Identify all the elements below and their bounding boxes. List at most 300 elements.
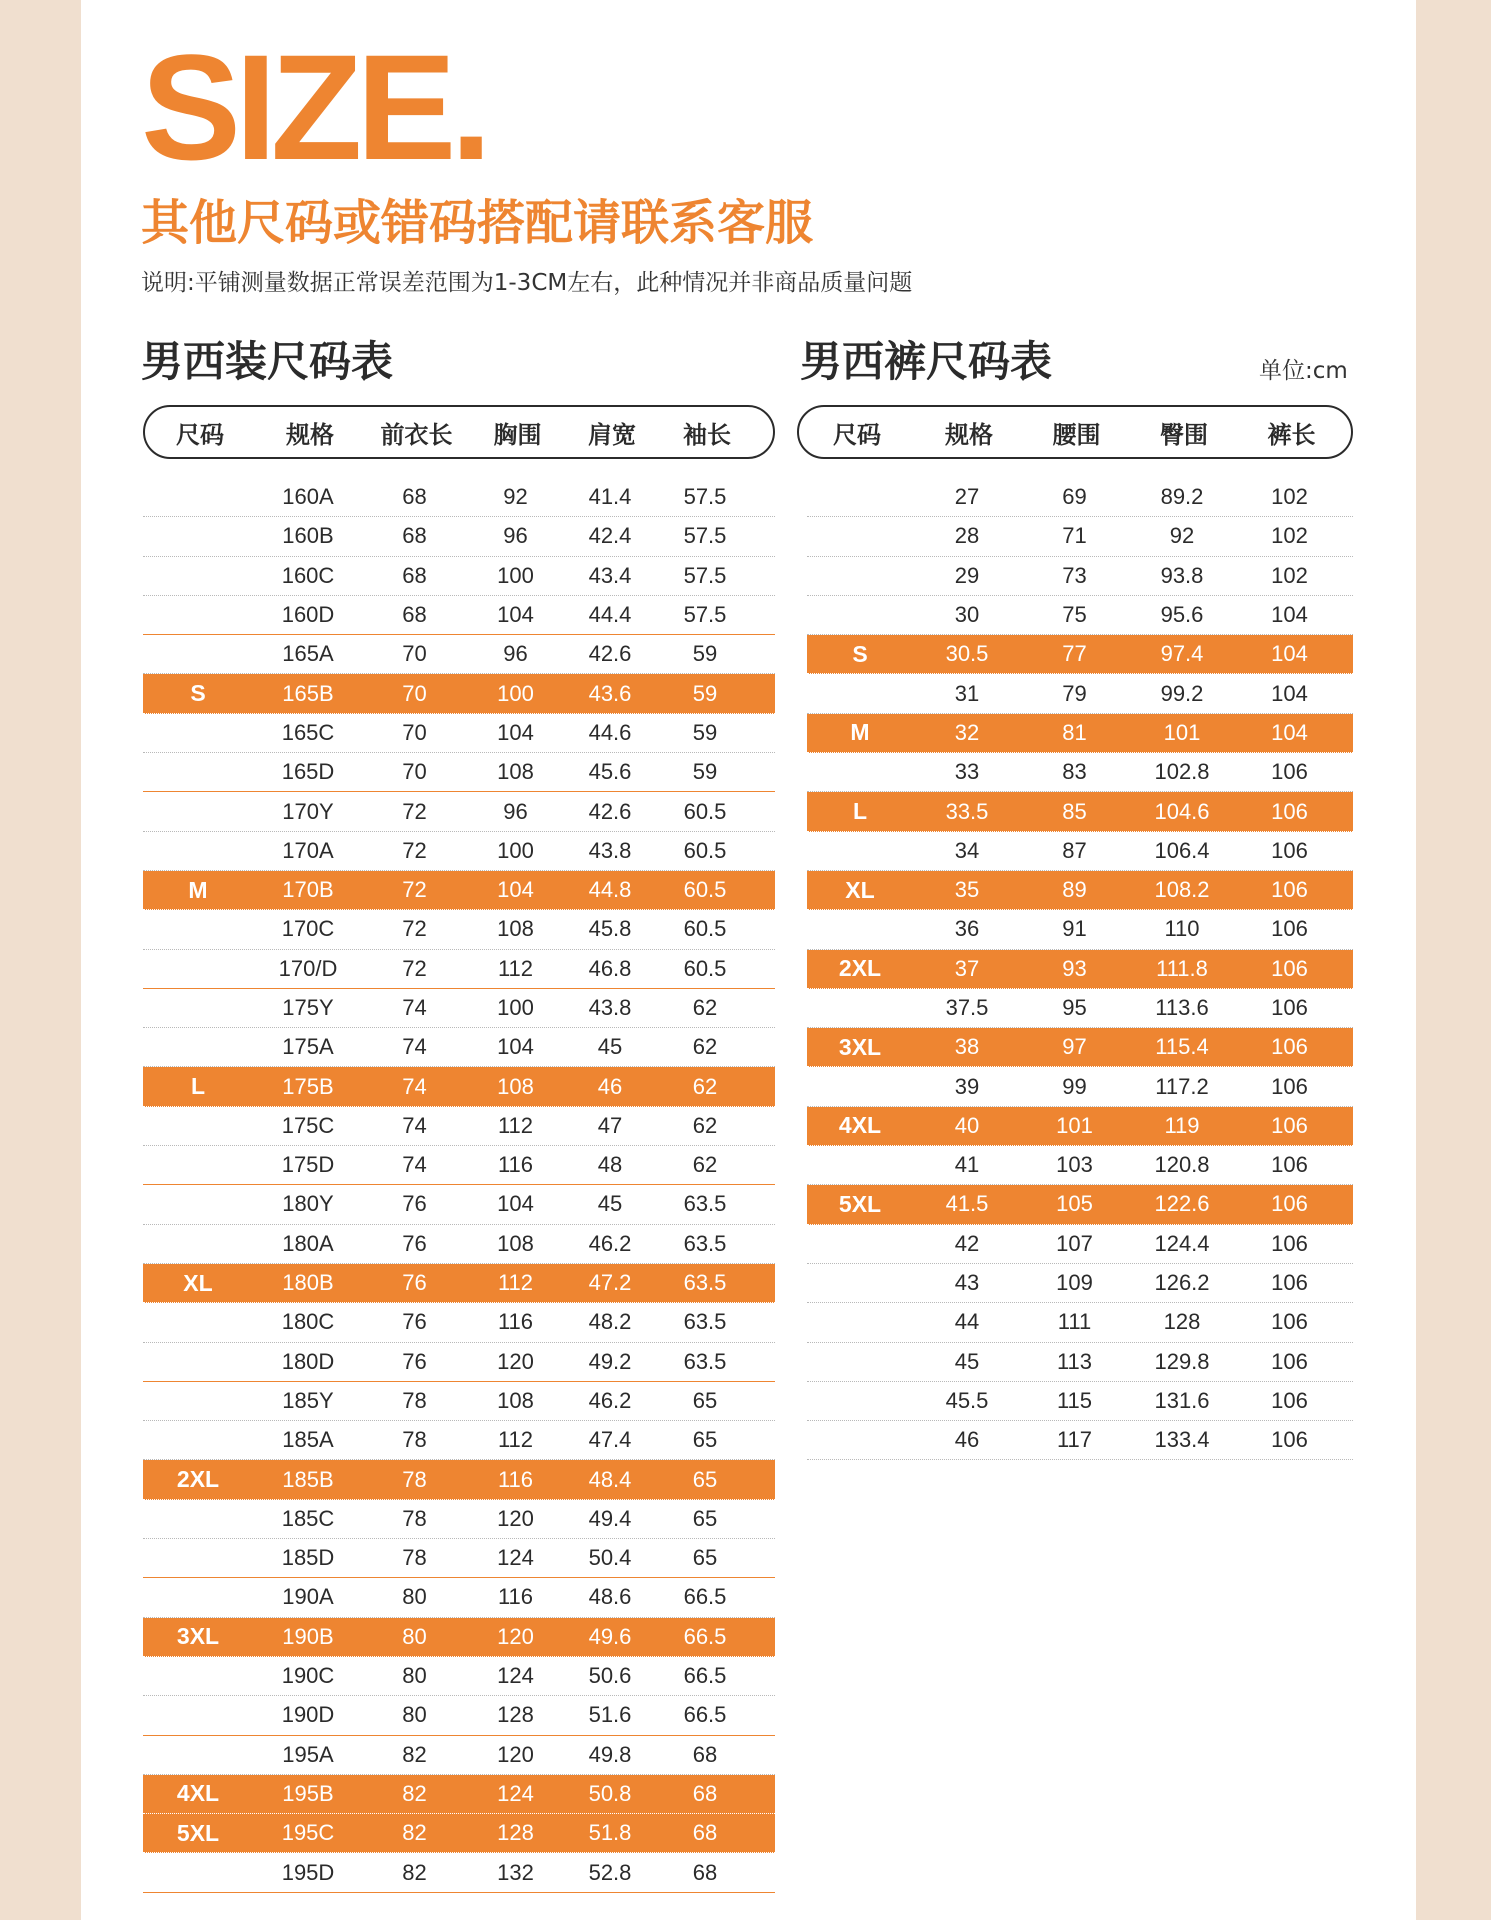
jacket-cell-shoulder: 51.6 (588, 1702, 632, 1728)
pants-cell-spec: 36 (954, 916, 980, 942)
jacket-row (143, 557, 775, 596)
jacket-cell-chest: 96 (503, 798, 528, 824)
jacket-cell-sleeve: 57.5 (683, 484, 727, 510)
pants-cell-waist: 103 (1056, 1152, 1093, 1178)
jacket-cell-spec: 195A (282, 1741, 334, 1767)
pants-cell-waist: 91 (1062, 916, 1087, 942)
jacket-header-sleeve: 袖长 (683, 420, 731, 449)
jacket-table-body (143, 478, 775, 1893)
jacket-cell-sleeve: 66.5 (683, 1702, 727, 1728)
jacket-cell-spec: 180A (282, 1230, 334, 1256)
jacket-row (143, 989, 775, 1028)
jacket-row (143, 596, 775, 635)
jacket-row (143, 1028, 775, 1067)
pants-table-body (807, 478, 1353, 1460)
jacket-row (143, 871, 775, 910)
pants-cell-size: 5XL (838, 1190, 882, 1217)
jacket-header-length: 前衣长 (380, 420, 453, 449)
pants-cell-length: 106 (1271, 1427, 1308, 1453)
jacket-cell-size: L (190, 1073, 206, 1100)
jacket-cell-chest: 124 (497, 1663, 534, 1689)
jacket-cell-spec: 175B (282, 1073, 334, 1099)
pants-row (807, 1343, 1353, 1382)
jacket-cell-spec: 195B (282, 1780, 334, 1806)
pants-row (807, 910, 1353, 949)
jacket-cell-length: 68 (402, 602, 427, 628)
jacket-cell-shoulder: 49.2 (588, 1348, 632, 1374)
jacket-row (143, 1657, 775, 1696)
jacket-cell-chest: 104 (497, 877, 534, 903)
jacket-cell-shoulder: 44.8 (588, 877, 632, 903)
jacket-cell-spec: 170A (282, 837, 334, 863)
jacket-cell-length: 70 (402, 680, 427, 706)
pants-cell-waist: 97 (1062, 1034, 1087, 1060)
jacket-cell-sleeve: 65 (692, 1545, 718, 1571)
jacket-cell-shoulder: 46 (597, 1073, 623, 1099)
jacket-row (143, 753, 775, 792)
jacket-cell-shoulder: 42.4 (588, 523, 632, 549)
pants-cell-hip: 133.4 (1154, 1427, 1210, 1453)
jacket-cell-spec: 185A (282, 1427, 334, 1453)
jacket-row (143, 1382, 775, 1421)
jacket-row (143, 950, 775, 989)
jacket-cell-shoulder: 43.8 (588, 995, 632, 1020)
jacket-cell-sleeve: 63.5 (683, 1309, 727, 1335)
jacket-cell-length: 74 (402, 1073, 427, 1099)
pants-cell-waist: 89 (1062, 877, 1087, 903)
jacket-cell-shoulder: 47 (597, 1112, 623, 1138)
jacket-row (143, 1814, 775, 1853)
jacket-cell-spec: 185C (281, 1505, 335, 1531)
jacket-cell-sleeve: 63.5 (683, 1270, 727, 1296)
jacket-cell-length: 78 (402, 1505, 427, 1531)
jacket-row (143, 1303, 775, 1342)
pants-cell-length: 104 (1271, 680, 1308, 706)
pants-cell-waist: 99 (1062, 1073, 1087, 1099)
subtitle: 其他尺码或错码搭配请联系客服 (141, 195, 814, 251)
jacket-row (143, 1264, 775, 1303)
pants-row (807, 1303, 1353, 1342)
pants-cell-hip: 92 (1169, 523, 1195, 549)
jacket-cell-chest: 100 (497, 995, 534, 1020)
pants-cell-length: 102 (1271, 523, 1308, 549)
pants-row (807, 1421, 1353, 1460)
pants-cell-hip: 89.2 (1160, 484, 1204, 510)
jacket-cell-shoulder: 50.4 (588, 1545, 632, 1571)
jacket-cell-length: 70 (402, 641, 427, 667)
jacket-cell-chest: 108 (497, 1230, 534, 1256)
pants-cell-spec: 46 (954, 1427, 980, 1453)
jacket-cell-shoulder: 46.8 (588, 955, 632, 981)
jacket-row (143, 1225, 775, 1264)
pants-cell-length: 106 (1271, 1073, 1308, 1099)
pants-cell-length: 104 (1271, 641, 1308, 667)
jacket-cell-shoulder: 42.6 (588, 641, 632, 667)
pants-cell-spec: 43 (954, 1270, 980, 1296)
jacket-cell-chest: 128 (497, 1820, 534, 1846)
jacket-cell-sleeve: 60.5 (683, 916, 727, 942)
pants-cell-spec: 30 (954, 602, 980, 628)
jacket-cell-length: 78 (402, 1427, 427, 1453)
jacket-cell-chest: 112 (497, 955, 534, 981)
jacket-row (143, 910, 775, 949)
pants-row (807, 792, 1353, 831)
pants-row (807, 557, 1353, 596)
jacket-row (143, 674, 775, 713)
jacket-cell-length: 76 (402, 1270, 427, 1296)
jacket-cell-length: 72 (402, 837, 427, 863)
jacket-cell-sleeve: 68 (692, 1859, 718, 1885)
pants-cell-spec: 37 (954, 955, 980, 981)
jacket-cell-size: M (188, 876, 208, 903)
pants-cell-length: 102 (1271, 562, 1308, 588)
pants-cell-waist: 73 (1062, 562, 1087, 588)
jacket-cell-shoulder: 50.8 (588, 1780, 632, 1806)
pants-cell-size: M (850, 719, 870, 746)
jacket-cell-sleeve: 57.5 (683, 602, 727, 628)
jacket-row (143, 1578, 775, 1617)
pants-cell-length: 106 (1271, 1270, 1308, 1296)
jacket-row (143, 478, 775, 517)
jacket-cell-length: 76 (402, 1191, 427, 1217)
jacket-cell-spec: 185D (281, 1545, 335, 1571)
jacket-cell-sleeve: 57.5 (683, 562, 727, 588)
jacket-cell-shoulder: 49.6 (588, 1623, 632, 1649)
pants-row (807, 517, 1353, 556)
jacket-row (143, 832, 775, 871)
pants-cell-spec: 41.5 (945, 1191, 989, 1217)
jacket-cell-sleeve: 60.5 (683, 798, 727, 824)
jacket-cell-chest: 104 (497, 602, 534, 628)
jacket-cell-size: XL (183, 1269, 213, 1296)
pants-cell-waist: 95 (1062, 995, 1087, 1020)
jacket-cell-shoulder: 45 (597, 1191, 623, 1217)
pants-cell-hip: 108.2 (1154, 877, 1210, 903)
jacket-cell-length: 82 (402, 1859, 427, 1885)
jacket-cell-chest: 100 (497, 562, 534, 588)
jacket-cell-shoulder: 45.8 (588, 916, 632, 942)
jacket-cell-chest: 120 (497, 1348, 534, 1374)
jacket-cell-sleeve: 59 (692, 641, 718, 667)
pants-cell-hip: 104.6 (1154, 798, 1210, 824)
pants-row (807, 1264, 1353, 1303)
pants-row (807, 596, 1353, 635)
jacket-cell-chest: 112 (497, 1112, 534, 1138)
jacket-cell-length: 68 (402, 523, 427, 549)
pants-cell-waist: 71 (1062, 523, 1087, 549)
jacket-cell-sleeve: 59 (692, 759, 718, 785)
jacket-cell-chest: 124 (497, 1780, 534, 1806)
jacket-cell-length: 68 (402, 562, 427, 588)
pants-cell-waist: 115 (1056, 1387, 1093, 1413)
jacket-cell-sleeve: 65 (692, 1505, 718, 1531)
jacket-cell-shoulder: 47.4 (588, 1427, 632, 1453)
pants-row (807, 1225, 1353, 1264)
jacket-cell-shoulder: 49.4 (588, 1505, 632, 1531)
jacket-cell-spec: 170Y (282, 798, 334, 824)
jacket-cell-length: 70 (402, 759, 427, 785)
jacket-cell-sleeve: 62 (692, 1073, 718, 1099)
pants-cell-hip: 124.4 (1154, 1230, 1210, 1256)
jacket-row (143, 517, 775, 556)
pants-cell-hip: 101 (1163, 719, 1201, 745)
jacket-cell-chest: 132 (497, 1859, 534, 1885)
pants-cell-size: L (852, 798, 868, 825)
jacket-cell-spec: 175Y (282, 995, 334, 1020)
pants-cell-spec: 35 (954, 877, 980, 903)
pants-cell-waist: 75 (1062, 602, 1087, 628)
pants-cell-length: 106 (1271, 995, 1308, 1020)
pants-cell-size: XL (845, 876, 875, 903)
jacket-cell-chest: 104 (497, 1034, 534, 1060)
pants-cell-spec: 40 (954, 1112, 980, 1138)
jacket-cell-size: 3XL (176, 1623, 220, 1650)
jacket-cell-sleeve: 68 (692, 1820, 718, 1846)
pants-cell-hip: 113.6 (1155, 995, 1209, 1020)
jacket-cell-shoulder: 42.6 (588, 798, 632, 824)
pants-cell-hip: 122.6 (1154, 1191, 1210, 1217)
jacket-cell-shoulder: 52.8 (588, 1859, 632, 1885)
jacket-cell-spec: 165A (282, 641, 334, 667)
pants-cell-spec: 42 (954, 1230, 980, 1256)
jacket-cell-sleeve: 57.5 (683, 523, 727, 549)
pants-cell-hip: 120.8 (1154, 1152, 1210, 1178)
pants-row (807, 1107, 1353, 1146)
jacket-row (143, 714, 775, 753)
jacket-cell-sleeve: 62 (692, 1112, 718, 1138)
jacket-cell-size: 4XL (176, 1780, 220, 1807)
jacket-cell-size: S (190, 680, 206, 707)
pants-cell-hip: 106.4 (1154, 837, 1210, 863)
jacket-cell-chest: 116 (497, 1584, 534, 1610)
jacket-cell-sleeve: 66.5 (683, 1663, 727, 1689)
pants-cell-hip: 117.2 (1155, 1073, 1209, 1099)
jacket-cell-chest: 112 (497, 1270, 534, 1296)
jacket-row (143, 1618, 775, 1657)
jacket-row (143, 1460, 775, 1499)
pants-cell-size: S (852, 640, 868, 667)
jacket-cell-chest: 104 (497, 719, 534, 745)
pants-cell-waist: 93 (1062, 955, 1087, 981)
pants-cell-spec: 27 (954, 484, 980, 510)
jacket-cell-shoulder: 43.6 (588, 680, 632, 706)
jacket-cell-length: 68 (402, 484, 427, 510)
jacket-cell-length: 70 (402, 719, 427, 745)
jacket-table-header (143, 405, 775, 459)
jacket-cell-sleeve: 62 (692, 995, 718, 1020)
pants-cell-length: 106 (1271, 759, 1308, 785)
pants-cell-waist: 79 (1062, 680, 1087, 706)
jacket-cell-chest: 112 (497, 1427, 534, 1453)
pants-cell-spec: 31 (954, 680, 980, 706)
pants-cell-length: 106 (1271, 1152, 1308, 1178)
jacket-cell-shoulder: 47.2 (588, 1270, 632, 1296)
pants-cell-length: 106 (1271, 798, 1308, 824)
jacket-cell-spec: 170/D (278, 955, 338, 981)
pants-cell-spec: 39 (954, 1073, 980, 1099)
pants-table-header (797, 405, 1353, 459)
jacket-cell-spec: 165C (281, 719, 335, 745)
jacket-row (143, 1146, 775, 1185)
jacket-cell-spec: 160C (281, 562, 335, 588)
jacket-cell-spec: 190D (281, 1702, 335, 1728)
jacket-cell-shoulder: 51.8 (588, 1820, 632, 1846)
pants-cell-spec: 30.5 (945, 641, 989, 667)
jacket-cell-shoulder: 44.4 (588, 602, 632, 628)
jacket-cell-chest: 120 (497, 1505, 534, 1531)
jacket-cell-spec: 190C (281, 1663, 335, 1689)
jacket-cell-length: 72 (402, 916, 427, 942)
jacket-row (143, 1775, 775, 1814)
pants-row (807, 478, 1353, 517)
pants-header-spec: 规格 (945, 420, 993, 449)
jacket-cell-spec: 160A (282, 484, 334, 510)
pants-cell-hip: 95.6 (1160, 602, 1204, 628)
pants-cell-waist: 107 (1056, 1230, 1093, 1256)
unit-label: 单位:cm (1259, 358, 1348, 384)
pants-row (807, 714, 1353, 753)
pants-cell-hip: 97.4 (1160, 641, 1204, 667)
jacket-cell-shoulder: 43.4 (588, 562, 632, 588)
jacket-cell-chest: 128 (497, 1702, 534, 1728)
jacket-cell-sleeve: 60.5 (683, 955, 727, 981)
pants-row (807, 1146, 1353, 1185)
jacket-cell-shoulder: 45 (597, 1034, 623, 1060)
jacket-cell-chest: 116 (497, 1309, 534, 1335)
jacket-cell-size: 2XL (176, 1466, 220, 1493)
pants-row (807, 635, 1353, 674)
jacket-cell-length: 72 (402, 798, 427, 824)
jacket-row (143, 1853, 775, 1892)
jacket-row (143, 1421, 775, 1460)
jacket-cell-shoulder: 48.6 (588, 1584, 632, 1610)
jacket-cell-sleeve: 63.5 (683, 1230, 727, 1256)
pants-row (807, 1067, 1353, 1106)
jacket-cell-spec: 190B (282, 1623, 334, 1649)
jacket-cell-shoulder: 46.2 (588, 1387, 632, 1413)
pants-cell-hip: 99.2 (1160, 680, 1204, 706)
jacket-cell-shoulder: 41.4 (588, 484, 632, 510)
pants-cell-spec: 29 (954, 562, 980, 588)
pants-cell-length: 104 (1271, 719, 1308, 745)
pants-cell-spec: 33 (954, 759, 980, 785)
jacket-header-spec: 规格 (286, 420, 334, 449)
jacket-cell-spec: 170B (282, 877, 334, 903)
jacket-cell-length: 76 (402, 1309, 427, 1335)
pants-cell-length: 102 (1271, 484, 1308, 510)
jacket-cell-sleeve: 60.5 (683, 877, 727, 903)
pants-row (807, 989, 1353, 1028)
jacket-cell-length: 82 (402, 1780, 427, 1806)
jacket-row (143, 792, 775, 831)
pants-cell-length: 106 (1271, 1230, 1308, 1256)
pants-cell-spec: 37.5 (945, 995, 989, 1020)
jacket-cell-chest: 108 (497, 1073, 534, 1099)
jacket-cell-sleeve: 65 (692, 1427, 718, 1453)
pants-row (807, 1185, 1353, 1224)
pants-cell-hip: 129.8 (1154, 1348, 1210, 1374)
jacket-cell-chest: 124 (497, 1545, 534, 1571)
pants-cell-waist: 69 (1062, 484, 1087, 510)
jacket-cell-sleeve: 59 (692, 719, 718, 745)
pants-cell-waist: 85 (1062, 798, 1087, 824)
pants-cell-waist: 101 (1056, 1112, 1093, 1138)
jacket-cell-spec: 165B (282, 680, 334, 706)
jacket-cell-length: 72 (402, 877, 427, 903)
jacket-cell-length: 76 (402, 1348, 427, 1374)
pants-row (807, 753, 1353, 792)
jacket-cell-spec: 180B (282, 1270, 334, 1296)
jacket-cell-chest: 116 (497, 1152, 534, 1178)
jacket-cell-chest: 116 (497, 1466, 534, 1492)
jacket-cell-chest: 96 (503, 641, 528, 667)
pants-cell-hip: 131.6 (1154, 1387, 1210, 1413)
jacket-cell-sleeve: 63.5 (683, 1348, 727, 1374)
jacket-cell-chest: 120 (497, 1741, 534, 1767)
jacket-cell-length: 78 (402, 1387, 427, 1413)
jacket-cell-sleeve: 63.5 (683, 1191, 727, 1217)
jacket-cell-chest: 108 (497, 759, 534, 785)
jacket-cell-length: 80 (402, 1702, 427, 1728)
jacket-cell-chest: 100 (497, 837, 534, 863)
jacket-cell-length: 78 (402, 1466, 427, 1492)
jacket-cell-sleeve: 66.5 (683, 1623, 727, 1649)
pants-cell-spec: 32 (954, 719, 980, 745)
jacket-cell-spec: 185B (282, 1466, 334, 1492)
pants-cell-length: 106 (1271, 1309, 1308, 1335)
pants-cell-size: 4XL (838, 1112, 882, 1139)
pants-cell-length: 106 (1271, 1348, 1308, 1374)
jacket-row (143, 1696, 775, 1735)
jacket-cell-spec: 180C (281, 1309, 335, 1335)
jacket-row (143, 1107, 775, 1146)
jacket-cell-shoulder: 48 (597, 1152, 623, 1178)
pants-cell-length: 106 (1271, 877, 1308, 903)
pants-cell-waist: 111 (1057, 1309, 1092, 1335)
pants-header-waist: 腰围 (1052, 420, 1101, 449)
pants-cell-waist: 117 (1056, 1427, 1093, 1453)
jacket-cell-spec: 190A (282, 1584, 334, 1610)
measurement-note: 说明:平铺测量数据正常误差范围为1-3CM左右，此种情况并非商品质量问题 (141, 270, 913, 296)
pants-cell-spec: 45 (954, 1348, 980, 1374)
jacket-cell-chest: 120 (497, 1623, 534, 1649)
hero-title: SIZE. (141, 23, 487, 191)
jacket-row (143, 1539, 775, 1578)
jacket-row (143, 1067, 775, 1106)
pants-cell-hip: 115.4 (1155, 1034, 1209, 1060)
pants-row (807, 1382, 1353, 1421)
jacket-row (143, 1736, 775, 1775)
size-chart-page (81, 0, 1416, 1920)
jacket-cell-sleeve: 66.5 (683, 1584, 727, 1610)
pants-row (807, 832, 1353, 871)
jacket-cell-sleeve: 62 (692, 1152, 718, 1178)
jacket-header-shoulder: 肩宽 (588, 420, 636, 449)
jacket-cell-shoulder: 50.6 (588, 1663, 632, 1689)
pants-cell-waist: 109 (1056, 1270, 1093, 1296)
jacket-cell-length: 74 (402, 1152, 427, 1178)
jacket-cell-spec: 160D (281, 602, 335, 628)
jacket-cell-sleeve: 59 (692, 680, 718, 706)
jacket-row (143, 1185, 775, 1224)
pants-row (807, 950, 1353, 989)
pants-cell-waist: 83 (1062, 759, 1087, 785)
jacket-cell-sleeve: 65 (692, 1466, 718, 1492)
jacket-cell-spec: 185Y (282, 1387, 334, 1413)
jacket-cell-sleeve: 60.5 (683, 837, 727, 863)
pants-cell-spec: 38 (954, 1034, 980, 1060)
jacket-row (143, 1500, 775, 1539)
